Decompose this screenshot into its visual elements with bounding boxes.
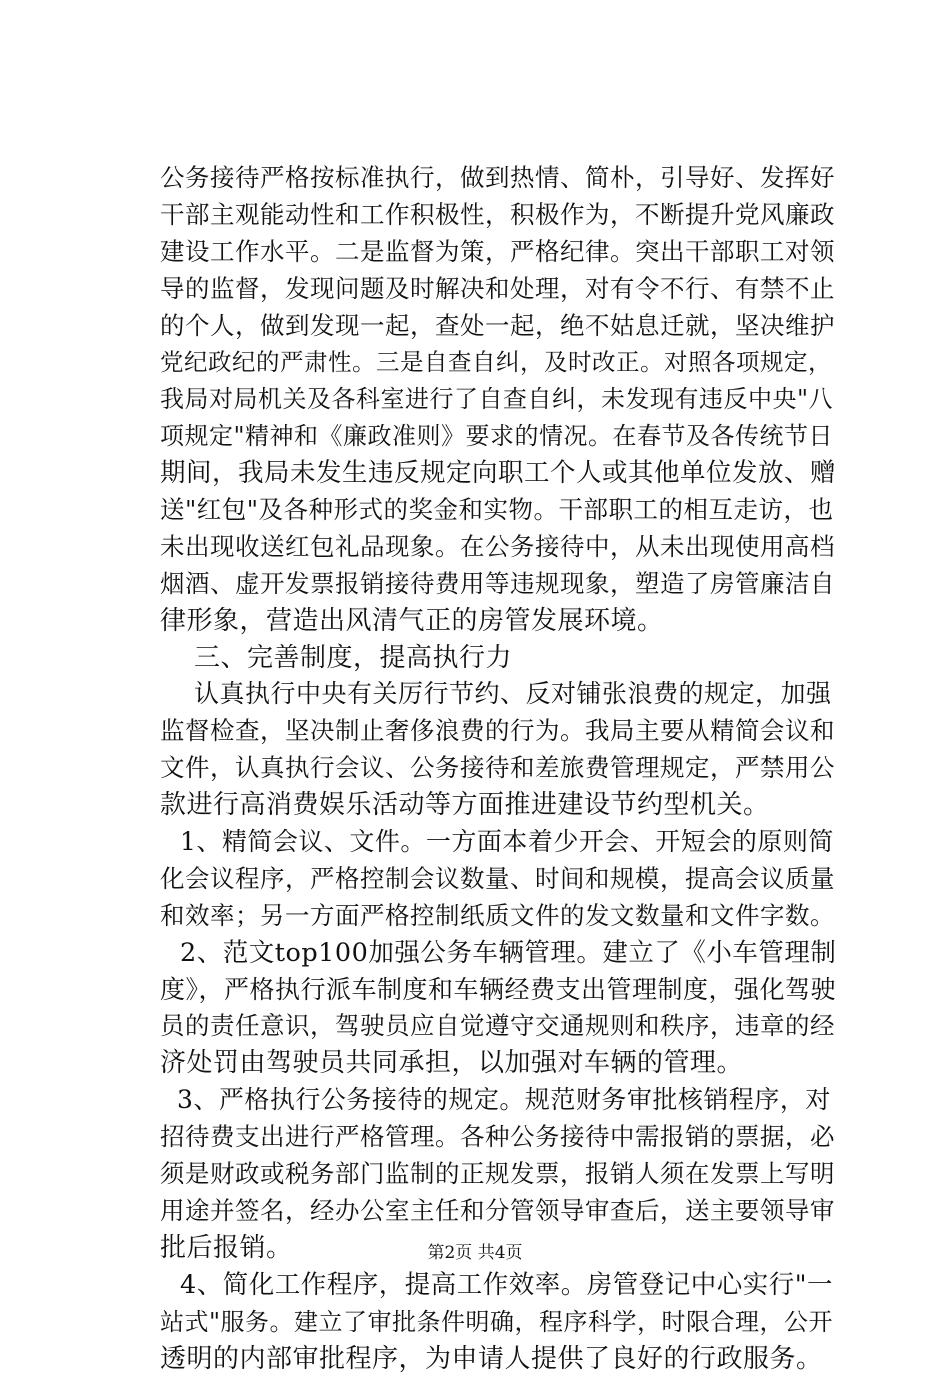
text-line: 监督检查，坚决制止奢侈浪费的行为。我局主要从精简会议和 — [160, 713, 840, 750]
text-line: 1、精简会议、文件。一方面本着少开会、开短会的原则简 — [160, 824, 840, 861]
section-heading: 三、完善制度，提高执行力 — [160, 640, 840, 677]
text-line: 化会议程序，严格控制会议数量、时间和规模，提高会议质量 — [160, 861, 840, 898]
text-line: 导的监督，发现问题及时解决和处理，对有令不行、有禁不止 — [160, 271, 840, 308]
text-line: 项规定"精神和《廉政准则》要求的情况。在春节及各传统节日 — [160, 418, 840, 455]
text-line: 3、严格执行公务接待的规定。规范财务审批核销程序，对 — [160, 1082, 840, 1119]
text-line: 党纪政纪的严肃性。三是自查自纠，及时改正。对照各项规定， — [160, 344, 840, 381]
page-number-footer: 第2页 共4页 — [0, 1243, 950, 1263]
text-line: 建设工作水平。二是监督为策，严格纪律。突出干部职工对领 — [160, 234, 840, 271]
text-line: 公务接待严格按标准执行，做到热情、简朴，引导好、发挥好 — [160, 160, 840, 197]
text-line: 未出现收送红包礼品现象。在公务接待中，从未出现使用高档 — [160, 529, 840, 566]
text-line: 期间，我局未发生违反规定向职工个人或其他单位发放、赠 — [160, 455, 840, 492]
document-body — [160, 160, 840, 1377]
text-line: 送"红包"及各种形式的奖金和实物。干部职工的相互走访，也 — [160, 492, 840, 529]
text-line: 透明的内部审批程序，为申请人提供了良好的行政服务。 — [160, 1341, 840, 1377]
text-line: 烟酒、虚开发票报销接待费用等违规现象，塑造了房管廉洁自 — [160, 566, 840, 603]
text-line: 站式"服务。建立了审批条件明确，程序科学，时限合理，公开 — [160, 1304, 840, 1341]
text-line: 和效率；另一方面严格控制纸质文件的发文数量和文件字数。 — [160, 898, 840, 935]
text-line: 员的责任意识，驾驶员应自觉遵守交通规则和秩序，违章的经 — [160, 1008, 840, 1045]
text-line: 4、简化工作程序，提高工作效率。房管登记中心实行"一 — [160, 1267, 840, 1304]
text-line: 款进行高消费娱乐活动等方面推进建设节约型机关。 — [160, 787, 840, 824]
text-line: 律形象，营造出风清气正的房管发展环境。 — [160, 603, 840, 640]
text-line: 招待费支出进行严格管理。各种公务接待中需报销的票据，必 — [160, 1119, 840, 1156]
text-line: 我局对局机关及各科室进行了自查自纠，未发现有违反中央"八 — [160, 381, 840, 418]
text-line: 文件，认真执行会议、公务接待和差旅费管理规定，严禁用公 — [160, 750, 840, 787]
text-line: 认真执行中央有关厉行节约、反对铺张浪费的规定，加强 — [160, 676, 840, 713]
text-line: 的个人，做到发现一起，查处一起，绝不姑息迁就，坚决维护 — [160, 308, 840, 345]
text-line: 2、范文top100加强公务车辆管理。建立了《小车管理制 — [160, 935, 840, 972]
text-line: 用途并签名，经办公室主任和分管领导审查后，送主要领导审 — [160, 1193, 840, 1230]
text-line: 须是财政或税务部门监制的正规发票，报销人须在发票上写明 — [160, 1156, 840, 1193]
text-line: 济处罚由驾驶员共同承担，以加强对车辆的管理。 — [160, 1045, 840, 1082]
text-line: 干部主观能动性和工作积极性，积极作为，不断提升党风廉政 — [160, 197, 840, 234]
text-line: 度》，严格执行派车制度和车辆经费支出管理制度，强化驾驶 — [160, 972, 840, 1009]
text-line: 批后报销。 — [160, 1230, 840, 1267]
